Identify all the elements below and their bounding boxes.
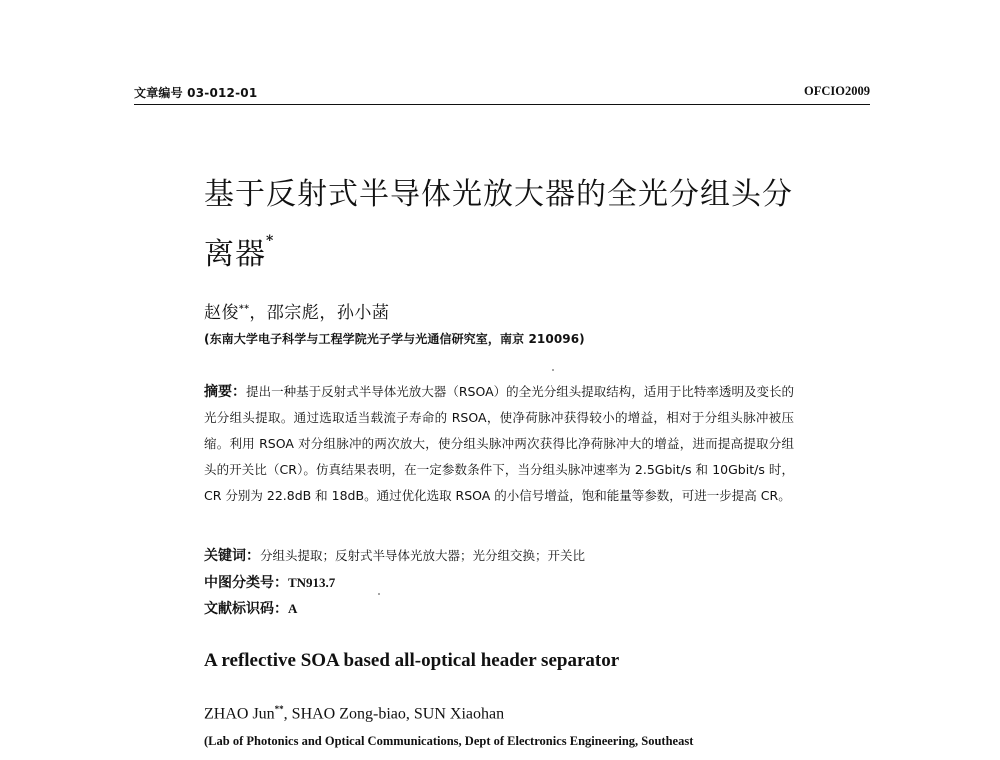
abstract-text: 提出一种基于反射式半导体光放大器（RSOA）的全光分组头提取结构，适用于比特率透明及变长的光分组头提取。通过选取适当载流子寿命的 RSOA，使净荷脉冲获得较小的增益，相对于分组头脉冲被压缩。利用 RSOA 对分组脉冲的两次放大，使分组头脉冲两次获得比净荷脉冲大的增益，进而提高提取分组头的开关比（CR）。仿真结果表明，在一定参数条件下，当分组头脉冲速率为 2.5Gbit/s 和 10Gbit/s 时，CR 分别为 22.8dB 和 18dB。通过优化选取 RSOA 的小信号增益，饱和能量等参数，可进一步提高 CR。 — [204, 384, 795, 503]
corresponding-author-mark-en: ** — [274, 704, 284, 714]
affiliation-cn: (东南大学电子科学与工程学院光子学与光通信研究室，南京 210096) — [204, 332, 585, 346]
corresponding-author-mark: ** — [239, 304, 250, 315]
abstract-label: 摘要： — [204, 384, 247, 400]
abstract-cn — [204, 379, 794, 509]
title-line-1: 基于反射式半导体光放大器的全光分组头分 — [204, 177, 793, 212]
scan-speck — [378, 593, 380, 595]
other-authors-cn: ，邵宗彪，孙小菡 — [249, 303, 390, 323]
clc-number-line — [204, 572, 335, 592]
scan-speck — [552, 369, 554, 371]
authors-en — [204, 704, 504, 723]
conference-name: OFCIO2009 — [804, 84, 870, 98]
keywords-line — [204, 545, 585, 565]
document-code-label: 文献标识码： — [204, 601, 288, 617]
title-line-2: 离器 — [204, 237, 266, 272]
document-code-value: A — [288, 601, 298, 616]
author-1-cn: 赵俊 — [204, 303, 239, 323]
running-header — [134, 82, 870, 105]
document-code-line — [204, 598, 297, 618]
clc-number-label: 中图分类号： — [204, 575, 288, 591]
authors-cn — [204, 298, 389, 323]
paper-title — [204, 168, 804, 282]
keywords-value: 分组头提取；反射式半导体光放大器；光分组交换；开关比 — [260, 548, 586, 563]
affiliation-en: (Lab of Photonics and Optical Communications, Dept of Electronics Engineering, Southeast — [204, 734, 694, 748]
title-footnote-mark: * — [266, 233, 275, 249]
clc-number-value: TN913.7 — [288, 575, 336, 590]
article-number: 文章编号 03-012-01 — [134, 86, 258, 100]
english-title: A reflective SOA based all-optical header separator — [204, 650, 620, 671]
author-1-en: ZHAO Jun — [204, 705, 275, 723]
keywords-label: 关键词： — [204, 548, 260, 564]
other-authors-en: , SHAO Zong-biao, SUN Xiaohan — [283, 705, 505, 723]
